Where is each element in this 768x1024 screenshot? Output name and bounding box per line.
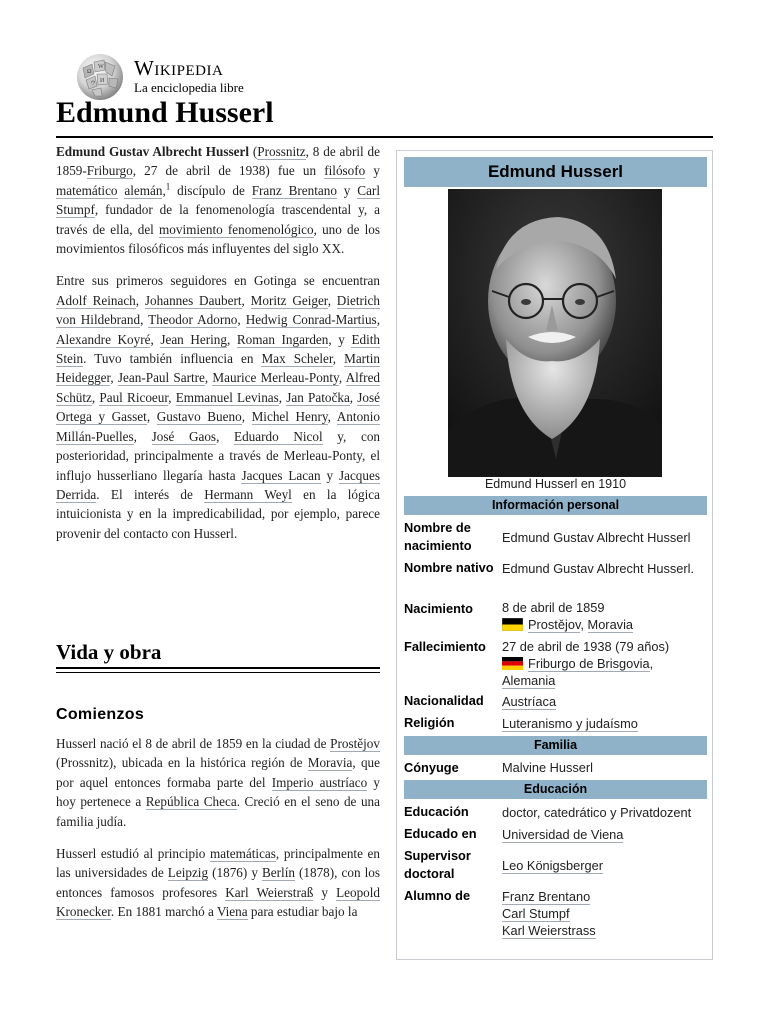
article-link[interactable]: Alfred Schütz bbox=[56, 370, 381, 405]
article-text: . Creció en el seno de una familia judía. bbox=[56, 794, 380, 829]
subsection-heading-comienzos: Comienzos bbox=[56, 706, 145, 723]
article-link[interactable]: Prossnitz bbox=[257, 144, 306, 159]
article-link[interactable]: Franz Brentano bbox=[251, 182, 337, 198]
article-text: , bbox=[376, 312, 380, 328]
article-text: . En 1881 marchó a bbox=[110, 904, 217, 920]
article-link[interactable]: Carl Stumpf bbox=[56, 182, 380, 218]
article-link[interactable]: José Gaos bbox=[151, 428, 217, 444]
article-text: para estudiar bajo la bbox=[247, 904, 358, 920]
article-text: ( bbox=[249, 144, 258, 159]
article-link[interactable]: Hedwig Conrad-Martius bbox=[245, 312, 377, 328]
article-link[interactable]: Edith Stein bbox=[56, 331, 381, 367]
link-austriaca[interactable]: Austríaca bbox=[502, 694, 557, 709]
link-alemania[interactable]: Alemania bbox=[502, 673, 556, 688]
article-text: , y bbox=[328, 331, 352, 347]
body-paragraph-1 bbox=[56, 734, 380, 831]
article-link[interactable]: Michel Henry bbox=[251, 409, 328, 425]
portrait-caption: Edmund Husserl en 1910 bbox=[484, 477, 627, 491]
svg-text:W: W bbox=[98, 64, 104, 70]
section-divider-thin bbox=[56, 672, 380, 673]
article-link[interactable]: Hermann Weyl bbox=[204, 486, 292, 502]
article-link[interactable]: Jacques Lacan bbox=[241, 467, 321, 483]
link-luteranismo-judaismo[interactable]: Luteranismo y judaísmo bbox=[502, 716, 638, 731]
article-link[interactable]: Theodor Adorno bbox=[148, 312, 238, 328]
article-link[interactable]: Leipzig bbox=[167, 865, 209, 881]
article-link[interactable]: Eduardo Nicol bbox=[234, 428, 323, 444]
label-alumno-de: Alumno de bbox=[404, 888, 471, 903]
article-link[interactable]: José Ortega y Gasset bbox=[56, 389, 380, 425]
article-link[interactable]: Jan Patočka bbox=[286, 389, 350, 405]
infobox bbox=[396, 150, 713, 960]
label-supervisor-doctoral: Supervisor doctoral bbox=[404, 848, 471, 881]
article-link[interactable]: filósofo bbox=[324, 163, 366, 179]
link-carl-stumpf[interactable]: Carl Stumpf bbox=[502, 906, 570, 921]
label-conyuge: Cónyuge bbox=[404, 760, 459, 775]
article-link[interactable]: Viena bbox=[216, 904, 248, 920]
article-link[interactable]: Karl Weierstraß bbox=[225, 884, 314, 900]
value-fallecimiento bbox=[502, 638, 708, 689]
article-link[interactable]: Jean Hering bbox=[160, 331, 227, 347]
label-fallecimiento: Fallecimiento bbox=[404, 639, 486, 654]
article-link[interactable]: Roman Ingarden bbox=[236, 331, 329, 347]
article-link[interactable]: matemáticas bbox=[210, 846, 276, 862]
section-heading-vida-y-obra: Vida y obra bbox=[56, 640, 162, 664]
article-link[interactable]: Leopold Kronecker bbox=[56, 884, 381, 920]
value-nombre-nacimiento: Edmund Gustav Albrecht Husserl bbox=[502, 530, 691, 545]
label-nacimiento: Nacimiento bbox=[404, 601, 473, 616]
article-link[interactable]: Moravia bbox=[307, 755, 353, 771]
birth-place-separator: , bbox=[580, 617, 588, 632]
article-text: (1876) y bbox=[208, 865, 262, 881]
value-religion bbox=[502, 715, 708, 732]
value-conyuge: Malvine Husserl bbox=[502, 760, 594, 775]
article-text: y hoy pertenece a bbox=[56, 774, 380, 810]
link-franz-brentano[interactable]: Franz Brentano bbox=[502, 889, 591, 904]
article-link[interactable]: Emmanuel Levinas bbox=[175, 389, 279, 405]
article-text: , bbox=[150, 331, 161, 347]
article-text: , bbox=[349, 389, 358, 405]
article-link[interactable]: Adolf Reinach bbox=[56, 292, 136, 308]
article-text: . El interés de bbox=[96, 486, 205, 502]
article-link[interactable]: Paul Ricoeur bbox=[99, 389, 169, 405]
infobox-section-family: Familia bbox=[404, 736, 707, 755]
article-text: . Tuvo también influencia en bbox=[83, 351, 262, 367]
article-text: (1878), con los entonces famosos profesores bbox=[56, 865, 380, 900]
article-link[interactable]: Jean-Paul Sartre bbox=[117, 370, 205, 386]
article-text: , bbox=[216, 428, 235, 444]
article-text: , que por aquel entonces formaba parte del bbox=[56, 755, 380, 790]
article-link[interactable]: Berlín bbox=[261, 865, 295, 881]
title-divider bbox=[56, 136, 713, 138]
article-link[interactable]: Jacques Derrida bbox=[56, 467, 380, 502]
article-text: y, con posterioridad, principalmente a través de Merleau-Ponty, el influjo husserliano llegaría hasta bbox=[56, 428, 381, 483]
article-text: , bbox=[338, 370, 346, 386]
value-nombre-nativo: Edmund Gustav Albrecht Husserl. bbox=[502, 561, 695, 576]
article-intro bbox=[56, 142, 380, 556]
article-text: discípulo de bbox=[170, 182, 252, 198]
article-text: , principalmente en las universidades de bbox=[56, 846, 381, 881]
austria-hungary-flag-icon bbox=[502, 618, 523, 631]
label-educado-en: Educado en bbox=[404, 826, 477, 841]
article-link[interactable]: Maurice Merleau-Ponty bbox=[212, 370, 339, 386]
article-text: , bbox=[237, 312, 246, 328]
article-text: , bbox=[140, 312, 149, 328]
article-text: , bbox=[91, 389, 100, 405]
birth-place bbox=[502, 616, 708, 633]
intro-paragraph-1 bbox=[56, 142, 380, 258]
site-wordmark[interactable]: Wikipedia bbox=[134, 56, 224, 80]
label-nombre-nativo: Nombre nativo bbox=[404, 560, 494, 575]
article-link[interactable]: Antonio Millán-Puelles bbox=[56, 409, 381, 444]
article-text: , bbox=[168, 389, 176, 405]
link-friburgo-de-brisgovia[interactable]: Friburgo de Brisgovia bbox=[528, 656, 650, 671]
site-tagline: La enciclopedia libre bbox=[134, 80, 244, 95]
article-text: y bbox=[365, 163, 381, 179]
infobox-section-personal: Información personal bbox=[404, 496, 707, 515]
article-link[interactable]: Moritz Geiger bbox=[250, 292, 328, 308]
article-text: , bbox=[204, 370, 213, 386]
article-link[interactable]: alemán bbox=[124, 182, 163, 198]
article-text: Husserl estudió al principio bbox=[56, 846, 211, 862]
link-karl-weierstrass[interactable]: Karl Weierstrass bbox=[502, 923, 596, 938]
article-link[interactable]: Friburgo bbox=[86, 163, 133, 179]
death-place-separator: , bbox=[649, 656, 654, 671]
article-link[interactable]: Johannes Daubert bbox=[144, 292, 242, 308]
infobox-title: Edmund Husserl bbox=[404, 157, 707, 187]
article-text: , bbox=[278, 389, 287, 405]
birth-date: 8 de abril de 1859 bbox=[502, 600, 605, 615]
intro-paragraph-2 bbox=[56, 271, 380, 543]
section-divider bbox=[56, 667, 380, 669]
page-title: Edmund Husserl bbox=[56, 96, 274, 129]
article-text: (Prossnitz), ubicada en la histórica región de bbox=[56, 755, 308, 771]
article-link[interactable]: Gustavo Bueno bbox=[156, 409, 242, 425]
article-text: Husserl nació el 8 de abril de 1859 en la ciudad de bbox=[56, 736, 331, 751]
article-bold-text: Edmund Gustav Albrecht Husserl bbox=[56, 144, 250, 159]
article-text: , bbox=[146, 409, 157, 425]
article-link[interactable]: Martin Heidegger bbox=[56, 351, 380, 386]
value-alumno-de bbox=[502, 888, 708, 939]
article-text: Entre sus primeros seguidores en Gotinga se encuentran bbox=[56, 273, 380, 289]
value-educacion: doctor, catedrático y Privatdozent bbox=[502, 805, 692, 820]
link-prostejov[interactable]: Prostějov bbox=[528, 617, 581, 632]
article-link[interactable]: Max Scheler bbox=[261, 351, 333, 367]
article-link[interactable]: Imperio austríaco bbox=[271, 774, 368, 790]
svg-text:И: И bbox=[100, 78, 105, 84]
article-text: , bbox=[327, 409, 337, 425]
article-text: , bbox=[162, 182, 166, 198]
article-text: , bbox=[241, 292, 251, 308]
link-moravia[interactable]: Moravia bbox=[587, 617, 634, 632]
value-nacimiento bbox=[502, 599, 708, 633]
footnote-reference[interactable]: 1 bbox=[165, 181, 171, 192]
article-link[interactable]: Alexandre Koyré bbox=[56, 331, 151, 347]
article-text: en la lógica intuicionista y en la impredicabilidad, por ejemplo, parece provenir del contacto con Husserl. bbox=[56, 486, 380, 541]
infobox-section-education: Educación bbox=[404, 780, 707, 799]
article-text: , 27 de abril de 1938) fue un bbox=[132, 163, 325, 179]
article-text: , bbox=[226, 331, 237, 347]
article-link[interactable]: Prostějov bbox=[330, 736, 380, 751]
wikipedia-globe-logo[interactable] bbox=[74, 52, 126, 102]
svg-text:ウ: ウ bbox=[90, 81, 97, 87]
label-religion: Religión bbox=[404, 715, 455, 730]
article-text: , bbox=[332, 351, 345, 367]
value-nacionalidad bbox=[502, 693, 708, 710]
article-text: , bbox=[327, 292, 337, 308]
article-text: , bbox=[110, 370, 118, 386]
label-educacion: Educación bbox=[404, 804, 469, 819]
article-text: , fundador de la fenomenología trascendental y, a través de ella, del bbox=[56, 202, 380, 237]
value-supervisor-doctoral bbox=[502, 857, 708, 874]
link-leo-konigsberger[interactable]: Leo Königsberger bbox=[502, 858, 604, 873]
article-text: , 8 de abril de 1859- bbox=[56, 144, 380, 179]
article-text: y bbox=[336, 182, 358, 198]
article-text: , uno de los movimientos filosóficos más influyentes del siglo XX. bbox=[56, 221, 380, 257]
article-link[interactable]: República Checa bbox=[145, 794, 237, 810]
article-text: y bbox=[320, 467, 339, 483]
article-link[interactable]: Dietrich von Hildebrand bbox=[56, 292, 381, 328]
value-educado-en bbox=[502, 826, 708, 843]
article-text: , bbox=[133, 428, 152, 444]
label-nombre-nacimiento: Nombre de nacimiento bbox=[404, 520, 472, 553]
germany-flag-icon bbox=[502, 657, 523, 670]
portrait-photo[interactable] bbox=[448, 189, 662, 477]
label-nacionalidad: Nacionalidad bbox=[404, 693, 484, 708]
death-place bbox=[502, 655, 708, 672]
article-body bbox=[56, 734, 380, 935]
link-universidad-de-viena[interactable]: Universidad de Viena bbox=[502, 827, 624, 842]
article-text: y bbox=[313, 884, 337, 900]
body-paragraph-2 bbox=[56, 844, 380, 922]
article-link[interactable]: matemático bbox=[56, 182, 118, 198]
article-text: , bbox=[135, 292, 145, 308]
death-date: 27 de abril de 1938 (79 años) bbox=[502, 639, 670, 654]
svg-text:Ω: Ω bbox=[87, 69, 92, 75]
article-text: , bbox=[241, 409, 252, 425]
article-link[interactable]: movimiento fenomenológico bbox=[159, 221, 314, 237]
